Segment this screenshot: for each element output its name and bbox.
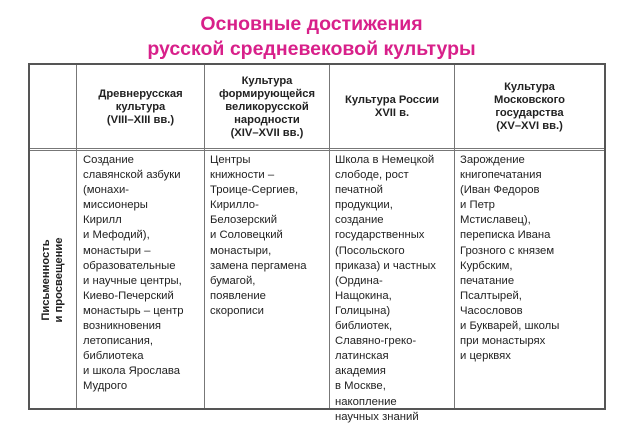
table-cell: Центры книжности – Троице-Сергиев, Кирилло- Белозерский и Соловецкий монастыри, замена пергамена бумагой, появление скорописи: [210, 154, 307, 317]
page-title: [0, 12, 623, 62]
table-cell: Школа в Немецкой слободе, рост печатной продукции, создание государственных (Посольского приказа) и частных (Ордина- Нащокина, Голицына) библиотек, Славяно-греко- латинская академия в Москве, накопление научных знаний: [335, 154, 436, 423]
column-header-moscow-state: Культура Московского государства (XV–XVI вв.): [494, 81, 565, 132]
culture-table: [28, 63, 606, 423]
row-header-writing-education: [30, 151, 76, 408]
table-cell: Создание славянской азбуки (монахи- миссионеры Кирилл и Мефодий), монастыри – образовательные и научные центры, Киево-Печерский монастырь – центр возникновения летописания, библиотека и школа Ярослава Мудрого: [83, 154, 184, 393]
column-header-russia-17th: Культура России XVII в.: [345, 94, 439, 119]
table-cell: Зарождение книгопечатания (Иван Федоров и Петр Мстиславец), переписка Ивана Грозного с князем Курбским, печатание Псалтырей, Часословов и Букварей, школы при монастырях и церквях: [460, 154, 560, 363]
title-line-2: русской средневековой культуры: [147, 38, 476, 60]
title-line-1: Основные достижения: [200, 13, 423, 35]
column-header-great-russian: Культура формирующейся великорусской народности (XIV–XVII вв.): [218, 74, 316, 139]
column-header-ancient-rus: Древнерусская культура (VIII–XIII вв.): [98, 87, 183, 126]
row-header-label: Письменность и просвещение: [40, 237, 65, 322]
